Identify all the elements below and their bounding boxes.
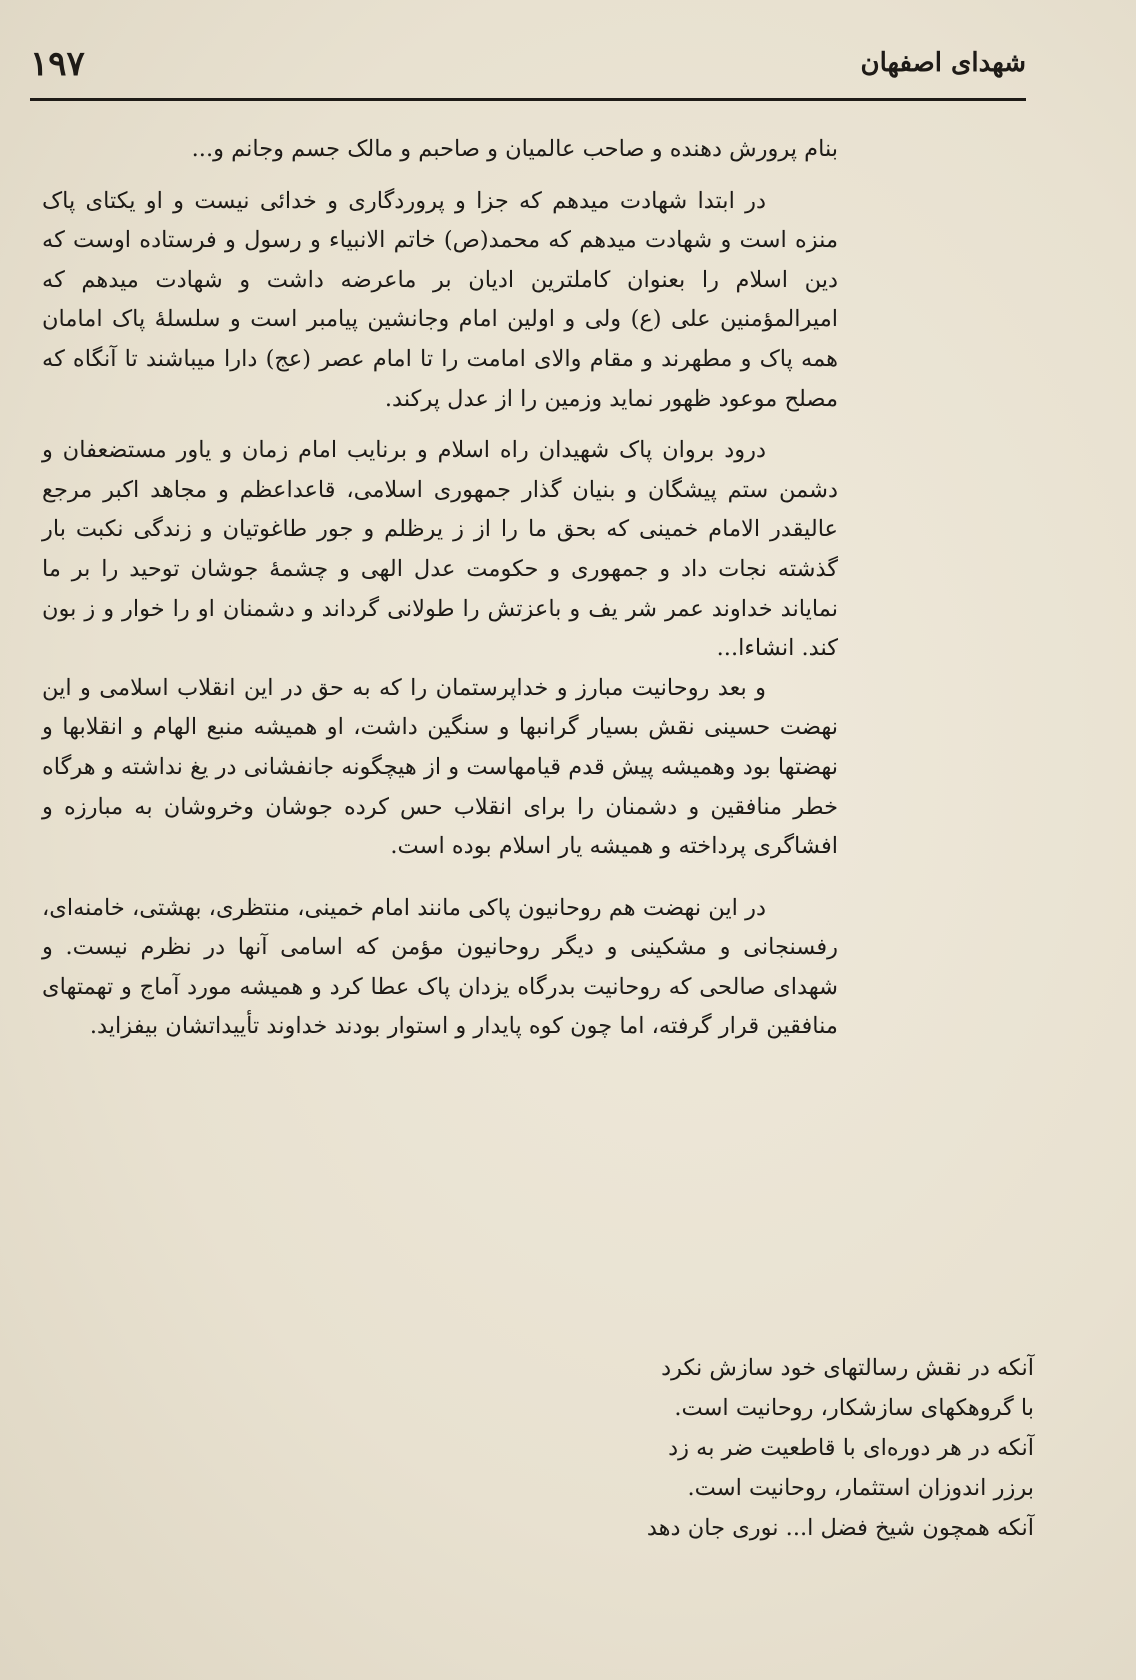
poem-line: برزر اندوزان استثمار، روحانیت است. (687, 1475, 1034, 1501)
poem-line: آنکه همچون شیخ فضل ا... نوری جان دهد (646, 1515, 1034, 1541)
poem-block (500, 1348, 1034, 1548)
testimony-paragraph: در ابتدا شهادت میدهم که جزا و پروردگاری و خدائی نیست و او یکتای پاک منزه است و شهادت میدهم که محمد(ص) خاتم الانبیاء و رسول و فرستاده اوست که دین اسلام را بعنوان کاملترین ادیان بر ماعرضه داشت و شهادت میدهم که امیرالمؤمنین علی (ع) ولی و اولین امام وجانشین پیامبر است و سلسلهٔ پاک امامان همه پاک و مطهرند و مقام والای امامت را تا امام عصر (عج) دارا میباشند تا آنگاه که مصلح موعود ظهور نماید وزمین را از عدل پرکند. (42, 187, 838, 412)
running-title: شهدای اصفهان (860, 48, 1026, 78)
page-header (30, 44, 1026, 94)
poem-line: آنکه در نقش رسالتهای خود سازش نکرد (661, 1355, 1034, 1381)
leaders-paragraph: در این نهضت هم روحانیون پاکی مانند امام خمینی، منتظری، بهشتی، خامنه‌ای، رفسنجانی و مشکینی و دیگر روحانیون مؤمن که اسامی آنها در نظرم نیست. و شهدای صالحی که روحانیت بدرگاه یزدان پاک عطا کرد و همیشه مورد آماج و تهمتهای منافقین قرار گرفته، اما چون کوه پایدار و استوار بودند خداوند تأییداتشان بیفزاید. (42, 894, 838, 1040)
poem-line: با گروهکهای سازشکار، روحانیت است. (674, 1395, 1034, 1421)
opening-paragraph: بنام پرورش دهنده و صاحب عالمیان و صاحبم و مالک جسم وجانم و... (191, 136, 838, 162)
clergy-paragraph: و بعد روحانیت مبارز و خداپرستمان را که به حق در این انقلاب اسلامی و این نهضت حسینی نقش بسیار گرانبها و سنگین داشت، او همیشه منبع الهام و انقلابها و نهضتها بود وهمیشه پیش قدم قیامهاست و از هیچگونه جانفشانی در یغ نداشته و هرگاه خطر منافقین و دشمنان را برای انقلاب حس کرده جوشان وخروشان به مبارزه و افشاگری پرداخته و همیشه یار اسلام بوده است. (42, 674, 838, 860)
salutation-paragraph: درود بروان پاک شهیدان راه اسلام و برنایب امام زمان و یاور مستضعفان و دشمن ستم پیشگان و بنیان گذار جمهوری اسلامی، قاعداعظم و مجاهد اکبر مرجع عالیقدر الامام خمینی که بحق ما را از ز یرظلم و جور طاغوتیان و زندگی نکبت بار گذشته نجات داد و جمهوری و حکومت عدل الهی و چشمهٔ جوشان توحید را بر ما نمایاند خداوند عمر شر یف و باعزتش را طولانی گرداند و دشمنان او را خوار و ز بون کند. انشاءا... (42, 437, 838, 662)
body-text (42, 130, 838, 1047)
header-rule (30, 98, 1026, 101)
page-number: ۱۹۷ (30, 44, 85, 84)
poem-line: آنکه در هر دوره‌ای با قاطعیت ضر به زد (668, 1435, 1034, 1461)
